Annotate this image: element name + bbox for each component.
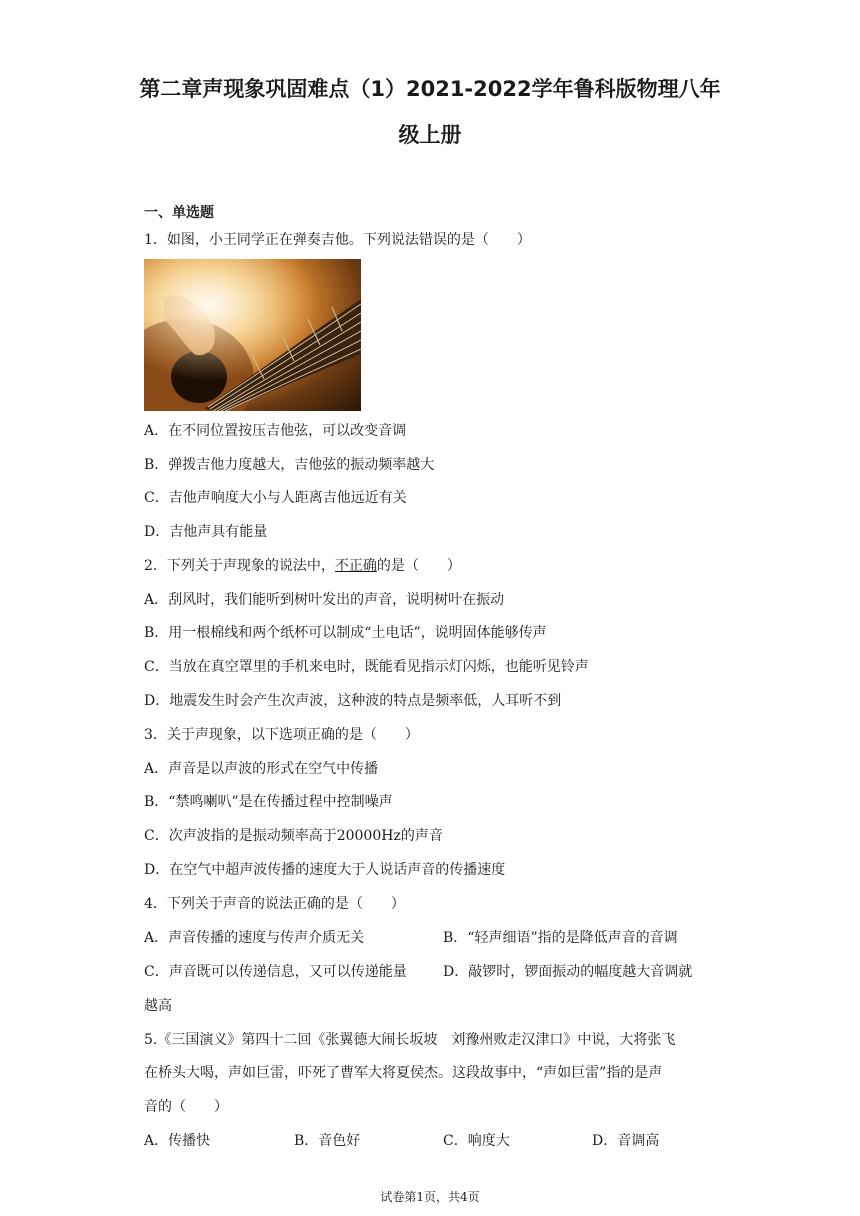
q4-stem: 4．下列关于声音的说法正确的是（ ） bbox=[144, 896, 405, 912]
q2-stem-underlined: 不正确 bbox=[334, 558, 377, 574]
q2-stem bbox=[144, 556, 461, 576]
q3-option-c: C．次声波指的是振动频率高于20000Hz的声音 bbox=[144, 828, 443, 844]
q5-stem-line-3: 音的（ ） bbox=[144, 1099, 228, 1115]
q5-stem-line-2: 在桥头大喝，声如巨雷，吓死了曹军大将夏侯杰。这段故事中，“声如巨雷”指的是声 bbox=[144, 1065, 663, 1081]
q4-option-c: C．声音既可以传递信息，又可以传递能量 bbox=[144, 964, 407, 980]
document-title bbox=[130, 66, 730, 158]
q5-option-d: D．音调高 bbox=[592, 1133, 660, 1149]
q1-option-b: B．弹拨吉他力度越大，吉他弦的振动频率越大 bbox=[144, 457, 435, 473]
guitar-illustration bbox=[144, 259, 361, 411]
q1-option-d: D．吉他声具有能量 bbox=[144, 524, 268, 540]
q2-option-a: A．刮风时，我们能听到树叶发出的声音，说明树叶在振动 bbox=[144, 592, 505, 608]
q3-option-d: D．在空气中超声波传播的速度大于人说话声音的传播速度 bbox=[144, 862, 506, 878]
q4-option-d-continued: 越高 bbox=[144, 998, 172, 1014]
q2-option-d: D．地震发生时会产生次声波，这种波的特点是频率低，人耳听不到 bbox=[144, 693, 562, 709]
q1-stem: 1．如图，小王同学正在弹奏吉他。下列说法错误的是（ ） bbox=[144, 232, 531, 248]
page-footer: 试卷第1页，共4页 bbox=[380, 1190, 480, 1204]
q1-option-a: A．在不同位置按压吉他弦，可以改变音调 bbox=[144, 423, 407, 439]
q3-option-b: B．“禁鸣喇叭”是在传播过程中控制噪声 bbox=[144, 794, 393, 810]
q5-option-a: A．传播快 bbox=[144, 1133, 211, 1149]
q3-option-a: A．声音是以声波的形式在空气中传播 bbox=[144, 761, 379, 777]
q4-option-b: B．“轻声细语”指的是降低声音的音调 bbox=[443, 930, 678, 946]
q5-option-b: B．音色好 bbox=[294, 1133, 361, 1149]
title-line-1: 第二章声现象巩固难点（1）2021-2022学年鲁科版物理八年 bbox=[139, 77, 721, 101]
guitar-photo bbox=[144, 259, 361, 411]
q5-option-c: C．响度大 bbox=[443, 1133, 510, 1149]
q2-stem-suffix: 的是（ ） bbox=[376, 558, 461, 574]
section-heading: 一、单选题 bbox=[144, 205, 214, 221]
q1-option-c: C．吉他声响度大小与人距离吉他远近有关 bbox=[144, 490, 407, 506]
q2-option-c: C．当放在真空罩里的手机来电时，既能看见指示灯闪烁，也能听见铃声 bbox=[144, 659, 589, 675]
q5-stem-line-1: 5.《三国演义》第四十二回《张翼德大闹长坂坡 刘豫州败走汉津口》中说，大将张飞 bbox=[144, 1032, 676, 1048]
title-line-2: 级上册 bbox=[398, 123, 462, 147]
q2-option-b: B．用一根棉线和两个纸杯可以制成“土电话”，说明固体能够传声 bbox=[144, 625, 547, 641]
q2-stem-prefix: 2．下列关于声现象的说法中， bbox=[144, 558, 335, 574]
q4-option-d: D．敲锣时，锣面振动的幅度越大音调就 bbox=[443, 964, 693, 980]
q4-option-a: A．声音传播的速度与传声介质无关 bbox=[144, 930, 365, 946]
q3-stem: 3．关于声现象，以下选项正确的是（ ） bbox=[144, 727, 419, 743]
